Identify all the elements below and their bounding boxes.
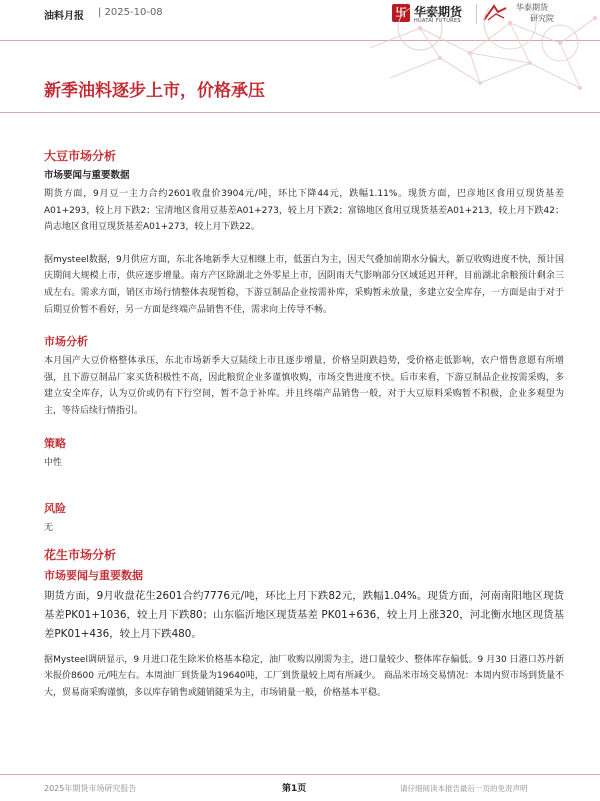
peanut-news-paragraph-1: 期货方面，9月收盘花生2601合约7776元/吨，环比上月下跌82元，跌幅1.04%。现货方面，河南南阳地区现货基差PK01+1036，较上月下跌80；山东临沂地区现货基差 PK01+636，较上月上涨320，河北衡水地区现货基差PK01+436，较上月下跌480。 <box>44 589 564 640</box>
soybean-risk-heading: 风险 <box>44 502 66 516</box>
logo-en-text: HUATAI FUTURES <box>414 18 461 24</box>
soybean-news-paragraph-1: 期货方面，9月豆一主力合约2601收盘价3904元/吨，环比下降44元，跌幅1.11%。现货方面，巴彦地区食用豆现货基差A01+293，较上月下跌2；宝清地区食用豆基差A01+273，较上月下跌2；富锦地区食用豆现货基差A01+213，较上月下跌42；尚志地区食用豆现货基差A01+273，较上月下跌22。 <box>44 189 564 233</box>
footer-disclaimer: 请仔细阅读本报告最后一页的免责声明 <box>400 784 528 793</box>
soybean-analysis-heading: 市场分析 <box>44 335 88 349</box>
page-title: 新季油料逐步上市，价格承压 <box>44 81 265 101</box>
huatai-logo-icon: 卐 <box>392 4 410 22</box>
soybean-analysis-paragraph: 本月国产大豆价格整体承压，东北市场新季大豆陆续上市且逐步增量，价格呈阴跌趋势，受价格走低影响，农户惜售意愿有所增强，且下游豆制品厂家买货积极性不高，因此粮贸企业多谨慎收购，市场交售进度不快。后市来看，下游豆制品企业按需采购，多建立安全库存，认为豆价或仍有下行空间，暂不急于补库。并且终端产品销售一般，对于大豆原料采购暂不积极，企业多观望为主，等待后续行情指引。 <box>44 356 564 416</box>
title-divider <box>0 112 600 113</box>
logo-cn-text: 华泰期货 <box>414 5 463 19</box>
footer-report-name: 2025年期货市场研究报告 <box>44 784 137 793</box>
page-number: 第1页 <box>282 784 307 794</box>
doc-date: | 2025-10-08 <box>98 7 163 18</box>
report-body <box>44 148 564 702</box>
soybean-risk-text: 无 <box>44 523 54 534</box>
soybean-strategy-heading: 策略 <box>44 436 66 450</box>
soybean-news-paragraph-2: 据mysteel数据，9月供应方面，东北各地新季大豆相继上市，低蛋白为主，因天气叠加前期水分偏大，新豆收购进度不快，预计国庆期间大规模上市，供应逐步增量。南方产区除湖北之外零星上市，因阴雨天气影响部分区域延迟开秤，目前湖北余粮预计剩余三成左右。需求方面，销区市场行情整体表现暂稳，下游豆制品企业按需补库，采购暂未放量，多建立安全库存，一方面是由于对于后期豆价暂不看好，另一方面是终端产品销售不佳，需求向上传导不畅。 <box>44 254 564 315</box>
doc-type-label: 油料月报 <box>44 11 84 22</box>
soybean-news-heading: 市场要闻与重要数据 <box>44 170 130 181</box>
peanut-section-heading: 花生市场分析 <box>44 547 117 562</box>
peanut-news-heading: 市场要闻与重要数据 <box>44 568 143 582</box>
soybean-section-heading: 大豆市场分析 <box>44 149 117 163</box>
page-footer <box>0 774 600 801</box>
network-decoration-graphic <box>360 8 600 108</box>
soybean-strategy-text: 中性 <box>44 457 63 468</box>
peanut-news-paragraph-2: 据Mysteel调研显示，9 月进口花生除米价格基本稳定，油厂收购以刚需为主，进口量较少、整体库存偏低。9 月30 日港口苏丹新米报价8600 元/吨左右。本周油厂到货量为19640吨，工厂到货量较上周有所减少。 商品米市场交易情况：本周内贸市场到货量不大，贸易商采购谨慎，多以库存销售或随销随采为主，市场销量一般，价格基本平稳。 <box>44 654 564 698</box>
institute-sub: 研究院 <box>530 14 554 23</box>
institute-name: 华泰期货 <box>516 3 548 12</box>
